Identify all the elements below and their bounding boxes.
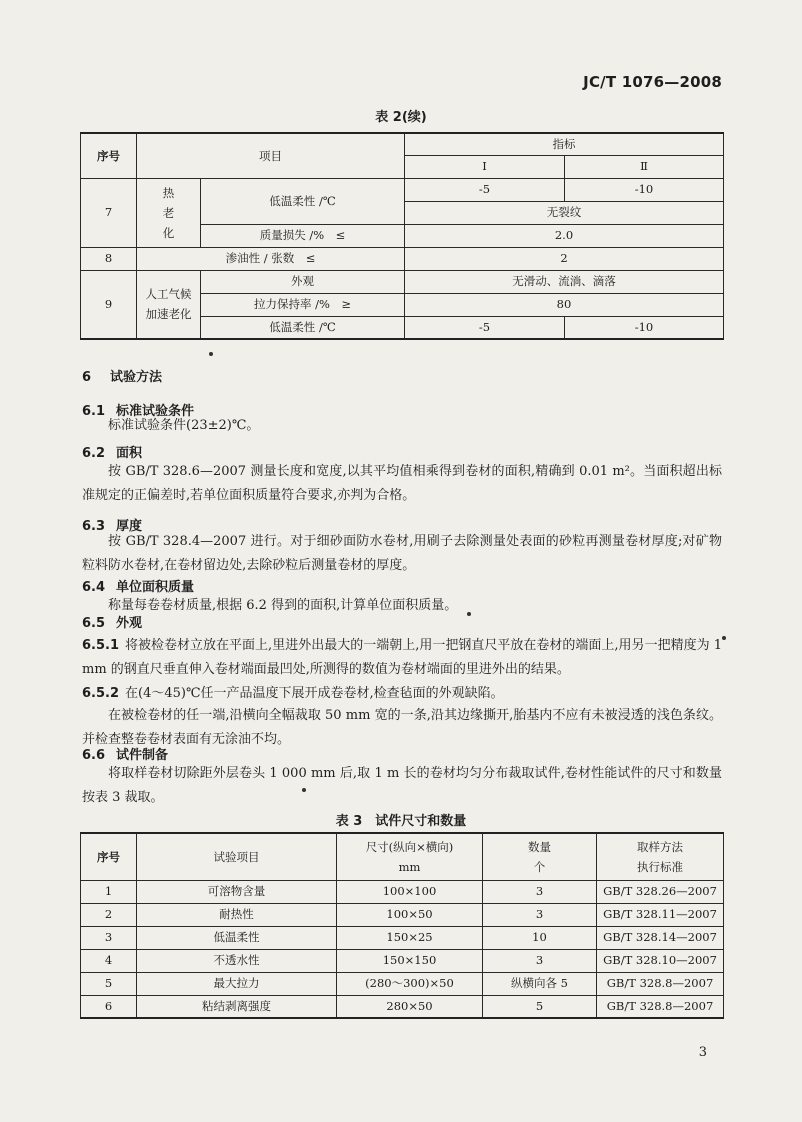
section-6-5-heading: 6.5 外观 xyxy=(82,616,143,631)
table3-cell-size: 100×50 xyxy=(337,903,483,926)
table3-header-seq: 序号 xyxy=(81,833,137,880)
section-6-5-1-text: 6.5.1 将被检卷材立放在平面上,里进外出最大的一端朝上,用一把钢直尺平放在卷材的端面上,用另一把精度为 1 mm 的钢直尺垂直伸入卷材端面最凹处,所测得的数值为卷材端面的里进外出的结果。 xyxy=(82,638,722,677)
table3-cell-qty: 3 xyxy=(483,903,597,926)
table2-row9-appearance-label: 外观 xyxy=(201,270,405,293)
section-6-4-heading: 6.4 单位面积质量 xyxy=(82,580,195,595)
table3-cell-item: 低温柔性 xyxy=(137,926,337,949)
table3-header-size: 尺寸(纵向×横向) mm xyxy=(337,833,483,880)
section-6-5-2-text: 6.5.2 在(4～45)℃任一产品温度下展开成卷卷材,检查毡面的外观缺陷。 xyxy=(82,686,504,701)
table2-row8-value: 2 xyxy=(405,247,724,270)
table2-row9-tensile-value: 80 xyxy=(405,293,724,316)
table3-cell-std: GB/T 328.14—2007 xyxy=(597,926,724,949)
table-row xyxy=(81,949,724,972)
table3-cell-size: (280～300)×50 xyxy=(337,972,483,995)
table2-row9-group: 人工气候 加速老化 xyxy=(137,270,201,339)
section-6-1-heading: 6.1 标准试验条件 xyxy=(82,404,195,419)
table2-row7-low-temp-grade1: -5 xyxy=(405,178,565,201)
table3-cell-seq: 2 xyxy=(81,903,137,926)
section-6-heading: 6 试验方法 xyxy=(82,370,163,385)
table2 xyxy=(80,132,724,340)
table-row xyxy=(81,926,724,949)
section-6-2-text: 按 GB/T 328.6—2007 测量长度和宽度,以其平均值相乘得到卷材的面积,精确到 0.01 m²。当面积超出标准规定的正偏差时,若单位面积质量符合要求,亦判为合格。 xyxy=(82,464,722,503)
table2-row9-seq: 9 xyxy=(81,270,137,339)
table2-row8-seq: 8 xyxy=(81,247,137,270)
section-6-4-text: 称量每卷卷材质量,根据 6.2 得到的面积,计算单位面积质量。 xyxy=(108,598,458,613)
table2-row7-seq: 7 xyxy=(81,178,137,247)
scan-speck xyxy=(722,636,726,640)
table3-cell-qty: 纵横向各 5 xyxy=(483,972,597,995)
table3 xyxy=(80,832,724,1019)
section-6-1-text: 标准试验条件(23±2)℃。 xyxy=(108,418,260,433)
page-number: 3 xyxy=(698,1045,707,1060)
scan-speck xyxy=(302,788,306,792)
table3-cell-seq: 5 xyxy=(81,972,137,995)
table3-cell-std: GB/T 328.8—2007 xyxy=(597,972,724,995)
table3-cell-seq: 4 xyxy=(81,949,137,972)
table3-cell-std: GB/T 328.10—2007 xyxy=(597,949,724,972)
table-row xyxy=(81,903,724,926)
table2-row7-mass-loss-value: 2.0 xyxy=(405,224,724,247)
section-6-3-heading: 6.3 厚度 xyxy=(82,519,143,534)
table3-cell-item: 耐热性 xyxy=(137,903,337,926)
table3-cell-qty: 3 xyxy=(483,949,597,972)
scan-speck xyxy=(467,612,471,616)
table3-cell-seq: 6 xyxy=(81,995,137,1018)
table3-cell-item: 不透水性 xyxy=(137,949,337,972)
table3-cell-std: GB/T 328.26—2007 xyxy=(597,880,724,903)
table3-cell-size: 100×100 xyxy=(337,880,483,903)
table2-row7-low-temp-label: 低温柔性 /℃ xyxy=(201,178,405,224)
table2-header-item: 项目 xyxy=(137,133,405,178)
scan-speck xyxy=(209,352,213,356)
table3-cell-std: GB/T 328.11—2007 xyxy=(597,903,724,926)
table2-row8-item: 渗油性 / 张数 ≤ xyxy=(137,247,405,270)
table3-cell-size: 280×50 xyxy=(337,995,483,1018)
table3-header-item: 试验项目 xyxy=(137,833,337,880)
table-row xyxy=(81,972,724,995)
table2-header-grade2: Ⅱ xyxy=(565,155,724,178)
table3-header-method: 取样方法 执行标准 xyxy=(597,833,724,880)
table2-header-index: 指标 xyxy=(405,133,724,155)
table3-cell-seq: 1 xyxy=(81,880,137,903)
table-row xyxy=(81,880,724,903)
table2-row7-mass-loss-label: 质量损失 /% ≤ xyxy=(201,224,405,247)
table2-row9-low-temp-grade2: -10 xyxy=(565,316,724,339)
table3-cell-item: 粘结剥离强度 xyxy=(137,995,337,1018)
table3-cell-std: GB/T 328.8—2007 xyxy=(597,995,724,1018)
table-row xyxy=(81,995,724,1018)
table2-row9-appearance-value: 无滑动、流淌、滴落 xyxy=(405,270,724,293)
section-6-5-2-text2: 在被检卷材的任一端,沿横向全幅裁取 50 mm 宽的一条,沿其边缘撕开,胎基内不应有未被浸透的浅色条纹。并检查整卷卷材表面有无涂油不均。 xyxy=(82,708,722,747)
table3-cell-qty: 10 xyxy=(483,926,597,949)
section-6-6-text: 将取样卷材切除距外层卷头 1 000 mm 后,取 1 m 长的卷材均匀分布裁取试件,卷材性能试件的尺寸和数量按表 3 裁取。 xyxy=(82,766,722,805)
table3-cell-qty: 5 xyxy=(483,995,597,1018)
table3-caption: 表 3 试件尺寸和数量 xyxy=(335,814,467,829)
section-6-2-heading: 6.2 面积 xyxy=(82,446,143,461)
table3-cell-item: 最大拉力 xyxy=(137,972,337,995)
table3-cell-size: 150×25 xyxy=(337,926,483,949)
table2-row7-low-temp-grade2: -10 xyxy=(565,178,724,201)
table2-row9-tensile-label: 拉力保持率 /% ≥ xyxy=(201,293,405,316)
table2-header-seq: 序号 xyxy=(81,133,137,178)
table2-row9-low-temp-grade1: -5 xyxy=(405,316,565,339)
section-6-6-heading: 6.6 试件制备 xyxy=(82,748,169,763)
table2-caption: 表 2(续) xyxy=(375,110,427,125)
table2-row9-low-temp-label: 低温柔性 /℃ xyxy=(201,316,405,339)
table3-cell-size: 150×150 xyxy=(337,949,483,972)
standard-code: JC/T 1076—2008 xyxy=(583,73,722,91)
table3-cell-qty: 3 xyxy=(483,880,597,903)
table2-row7-no-crack: 无裂纹 xyxy=(405,201,724,224)
section-6-3-text: 按 GB/T 328.4—2007 进行。对于细砂面防水卷材,用刷子去除测量处表面的砂粒再测量卷材厚度;对矿物粒料防水卷材,在卷材留边处,去除砂粒后测量卷材的厚度。 xyxy=(82,534,722,573)
table3-cell-seq: 3 xyxy=(81,926,137,949)
table2-header-grade1: Ⅰ xyxy=(405,155,565,178)
table3-header-qty: 数量 个 xyxy=(483,833,597,880)
table2-row7-group: 热 老 化 xyxy=(137,178,201,247)
table3-cell-item: 可溶物含量 xyxy=(137,880,337,903)
